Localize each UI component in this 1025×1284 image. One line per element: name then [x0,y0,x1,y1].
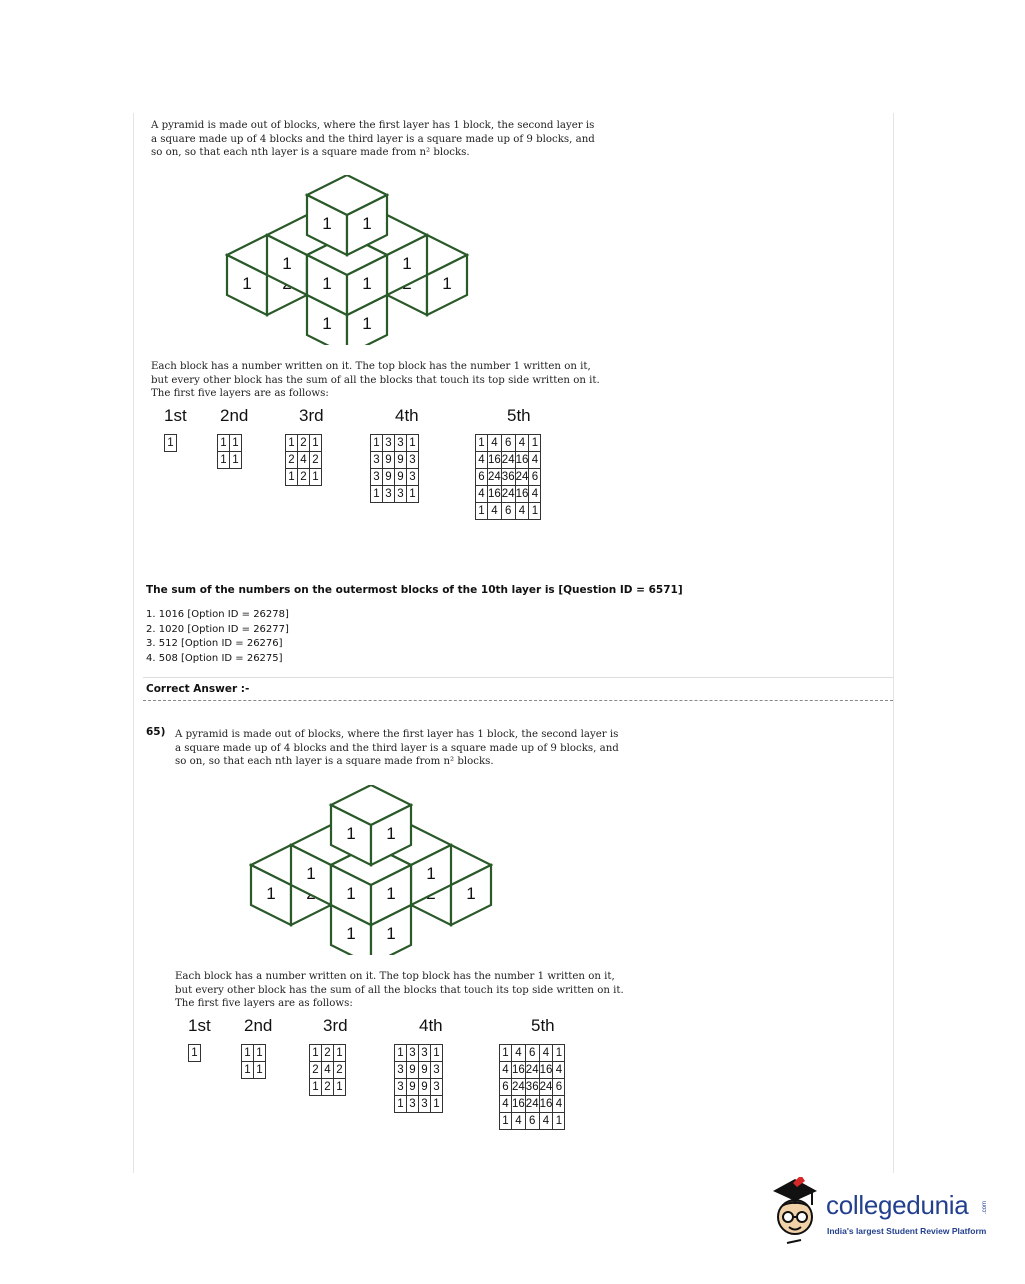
question-number: 65) [146,726,166,738]
logo-com: .com [982,1200,988,1214]
grid-cell: 3 [395,486,407,503]
cube-label: 1 [442,274,452,293]
grid-cell: 4 [553,1096,565,1113]
grid-cell: 1 [310,469,322,486]
grid-cell: 9 [383,452,395,469]
cube-label: 1 [362,314,372,333]
cube-label: 1 [466,884,476,903]
grid-cell: 9 [383,469,395,486]
grid-cell: 24 [501,486,515,503]
grid-cell: 4 [539,1045,553,1062]
grid-cell: 1 [371,435,383,452]
option-3[interactable]: 3. 512 [Option ID = 26276] [146,638,283,649]
grid-cell: 24 [539,1079,553,1096]
cube-label: 1 [386,824,396,843]
grid-cell: 4 [500,1096,512,1113]
option-2[interactable]: 2. 1020 [Option ID = 26277] [146,624,289,635]
grid-cell: 16 [488,452,502,469]
cube-label: 1 [362,214,372,233]
grid-cell: 4 [488,503,502,520]
grid-cell: 1 [476,435,488,452]
grid-cell: 4 [512,1045,526,1062]
layer-label: 2nd [220,406,249,425]
grid-cell: 1 [431,1045,443,1062]
grid-cell: 1 [500,1113,512,1130]
cube-label: 1 [322,214,332,233]
grid-cell: 3 [407,452,419,469]
grid-cell: 4 [500,1062,512,1079]
grid-cell: 24 [501,452,515,469]
layer-label: 1st [188,1016,211,1035]
grid-cell: 1 [310,1045,322,1062]
grid-cell: 2 [286,452,298,469]
cube-label: 1 [346,884,356,903]
grid-cell: 1 [254,1045,266,1062]
grid-cell: 6 [529,469,541,486]
grid-cell: 3 [371,469,383,486]
grid-cell: 24 [525,1062,539,1079]
grid-cell: 1 [334,1045,346,1062]
grid-cell: 6 [500,1079,512,1096]
grid-cell: 3 [407,1096,419,1113]
cube-label: 1 [402,254,412,273]
grid-cell: 1 [395,1045,407,1062]
layer-grid [217,434,242,469]
grid-cell: 2 [322,1079,334,1096]
grid-cell: 4 [476,486,488,503]
cube-label: 1 [386,884,396,903]
grid-cell: 9 [419,1079,431,1096]
grid-cell: 1 [529,435,541,452]
grid-cell: 24 [515,469,529,486]
grid-cell: 2 [310,452,322,469]
cube-label: 1 [282,254,292,273]
grid-cell: 3 [431,1062,443,1079]
grid-cell: 3 [395,435,407,452]
option-4[interactable]: 4. 508 [Option ID = 26275] [146,653,283,664]
cube-label: 1 [306,864,316,883]
grid-cell: 9 [395,469,407,486]
divider [143,677,893,678]
layer-grid [164,434,177,452]
grid-cell: 1 [310,435,322,452]
page-border-left [133,113,134,1173]
explain-paragraph: Each block has a number written on it. The top block has the number 1 written on it, but every other block has the sum of all the blocks that touch its top side written on it. The first five layers are as follows: [151,361,600,399]
grid-cell: 6 [553,1079,565,1096]
layer-label: 1st [164,406,187,425]
grid-cell: 1 [230,452,242,469]
grid-cell: 4 [322,1062,334,1079]
question-divider [143,700,893,701]
grid-cell: 1 [476,503,488,520]
grid-cell: 3 [371,452,383,469]
cube-label: 1 [266,884,276,903]
grid-cell: 2 [310,1062,322,1079]
grid-cell: 1 [286,469,298,486]
grid-cell: 4 [488,435,502,452]
grid-cell: 16 [515,452,529,469]
grid-cell: 1 [407,435,419,452]
grid-cell: 3 [431,1079,443,1096]
grid-cell: 2 [334,1062,346,1079]
correct-answer-label: Correct Answer :- [146,683,250,695]
grid-cell: 1 [286,435,298,452]
grid-cell: 3 [383,435,395,452]
grid-cell: 1 [553,1045,565,1062]
grid-cell: 3 [407,469,419,486]
grid-cell: 3 [395,1062,407,1079]
layer-grid [370,434,419,503]
grid-cell: 4 [298,452,310,469]
grid-cell: 24 [512,1079,526,1096]
grid-cell: 9 [407,1062,419,1079]
grid-cell: 1 [218,452,230,469]
grid-cell: 1 [310,1079,322,1096]
layer-grid [309,1044,346,1096]
grid-cell: 2 [298,435,310,452]
cube-label: 1 [426,864,436,883]
cube-label: 1 [242,274,252,293]
cube-label: 1 [362,274,372,293]
grid-cell: 1 [254,1062,266,1079]
grid-cell: 36 [525,1079,539,1096]
grid-cell: 6 [476,469,488,486]
cube-label: 1 [386,924,396,943]
grid-cell: 1 [230,435,242,452]
layer-label: 3rd [299,406,324,425]
grid-cell: 4 [476,452,488,469]
grid-cell: 6 [525,1113,539,1130]
layer-label: 4th [395,406,419,425]
cube-label: 1 [322,274,332,293]
grid-cell: 1 [242,1062,254,1079]
grid-cell: 2 [322,1045,334,1062]
layer-label: 5th [507,406,531,425]
grid-cell: 1 [431,1096,443,1113]
grid-cell: 1 [165,435,177,452]
layer-label: 2nd [244,1016,273,1035]
layer-label: 4th [419,1016,443,1035]
grid-cell: 36 [501,469,515,486]
grid-cell: 6 [501,503,515,520]
intro-paragraph-2: A pyramid is made out of blocks, where the first layer has 1 block, the second layer is a square made up of 4 blocks and the third layer is a square made up of 9 blocks, and so on, so that each nth layer is a square made from n² blocks. [175,729,619,767]
cube-label: 1 [322,314,332,333]
grid-cell: 3 [383,486,395,503]
pyramid-figure [225,175,470,345]
logo-wordmark: collegedunia [826,1190,969,1220]
cube-label: 1 [346,824,356,843]
layer-grid [499,1044,565,1130]
grid-cell: 4 [512,1113,526,1130]
grid-cell: 1 [395,1096,407,1113]
grid-cell: 9 [395,452,407,469]
grid-cell: 2 [298,469,310,486]
layer-grid [475,434,541,520]
grid-cell: 1 [529,503,541,520]
grid-cell: 4 [539,1113,553,1130]
grid-cell: 4 [553,1062,565,1079]
grid-cell: 16 [512,1096,526,1113]
grid-cell: 3 [407,1045,419,1062]
grid-cell: 1 [189,1045,201,1062]
pyramid-figure-2 [249,785,494,955]
grid-cell: 3 [395,1079,407,1096]
logo-tagline: India's largest Student Review Platform [827,1226,987,1236]
grid-cell: 1 [407,486,419,503]
grid-cell: 16 [488,486,502,503]
grid-cell: 6 [501,435,515,452]
grid-cell: 1 [553,1113,565,1130]
grid-cell: 24 [525,1096,539,1113]
grid-cell: 3 [419,1045,431,1062]
grid-cell: 16 [515,486,529,503]
grid-cell: 4 [529,452,541,469]
collegedunia-logo-icon [765,1177,825,1247]
grid-cell: 16 [512,1062,526,1079]
grid-cell: 4 [529,486,541,503]
grid-cell: 1 [242,1045,254,1062]
grid-cell: 4 [515,503,529,520]
intro-paragraph: A pyramid is made out of blocks, where the first layer has 1 block, the second layer is a square made up of 4 blocks and the third layer is a square made up of 9 blocks, and so on, so that each nth layer is a square made from n² blocks. [151,120,595,158]
page-border-right [893,113,894,1173]
cube-label: 1 [346,924,356,943]
layer-grid [285,434,322,486]
grid-cell: 24 [488,469,502,486]
grid-cell: 1 [371,486,383,503]
grid-cell: 3 [419,1096,431,1113]
grid-cell: 1 [334,1079,346,1096]
option-1[interactable]: 1. 1016 [Option ID = 26278] [146,609,289,620]
grid-cell: 16 [539,1062,553,1079]
grid-cell: 16 [539,1096,553,1113]
question-text: The sum of the numbers on the outermost blocks of the 10th layer is [Question ID = 6571] [146,584,683,596]
grid-cell: 1 [218,435,230,452]
grid-cell: 6 [525,1045,539,1062]
layer-grid [394,1044,443,1113]
layer-label: 5th [531,1016,555,1035]
layer-label: 3rd [323,1016,348,1035]
grid-cell: 4 [515,435,529,452]
layer-grid [241,1044,266,1079]
grid-cell: 9 [419,1062,431,1079]
explain-paragraph-2: Each block has a number written on it. The top block has the number 1 written on it, but every other block has the sum of all the blocks that touch its top side written on it. The first five layers are as follows: [175,971,624,1009]
layer-grid [188,1044,201,1062]
grid-cell: 1 [500,1045,512,1062]
grid-cell: 9 [407,1079,419,1096]
